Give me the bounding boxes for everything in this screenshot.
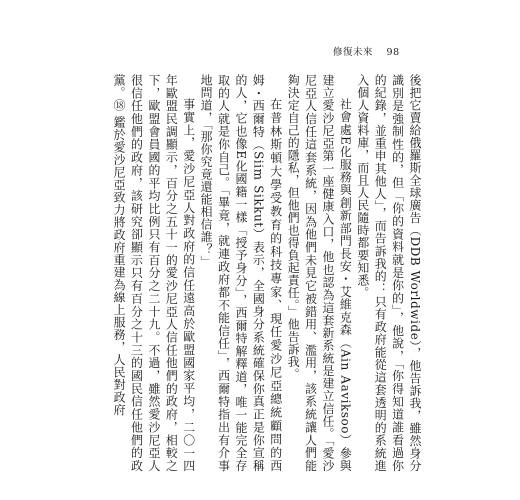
body-text bbox=[110, 74, 423, 472]
running-header bbox=[333, 44, 400, 58]
paragraph: 事實上，愛沙尼亞人對政府的信任遠高於歐盟國家平均，二〇一四年歐盟民調顯示，百分之五十一的愛沙尼亞人信任他們的政府，相較之下，歐盟會員國的平均比例只有百分之二十九。不過，雖然愛沙尼亞人很信任他們的政府，該研究卻顯示只有百分之十三的國民信任他們的政黨。⑱ 鑑於愛沙尼亞致力將政府重建為線上服務，人民對政府 bbox=[112, 74, 196, 472]
paragraph: 後把它賣給俄羅斯全球廣告（DDB Worldwide），他告訴我，雖然身分識別是強制性的，但「你的資料就是你的」，他說，「你得知道誰看過你的紀錄，並重申其他人」，而告訴我的：只有政府能從這套透明的系統進入個人資料庫，而且人民隨時都要知悉。 bbox=[355, 74, 422, 472]
paragraph: 在普林斯頓大學受教育的科技專家、現任愛沙尼亞總統顧問的西姆・西爾特（Siim Sikkut）表示，全國身分系統確保你真正是你宣稱的人，它也像E化國籍一樣「授予身分」，西爾特解釋道，唯一能完全存取的人就是你自己。「畢竟，就連政府都不能信任」，西爾特指出有介事地問道，「那你究竟還能相信誰？」 bbox=[199, 74, 283, 472]
book-title: 修復未來 bbox=[333, 47, 374, 58]
page-number: 98 bbox=[386, 47, 400, 58]
paragraph: 社會處E化服務與創新部門長安・艾維克森（Ain Aaviksoo）參與建立愛沙尼亞第一座健康入口，他也認為這套新系統是建立信任。「愛沙尼亞人信任這套系統，因為他們未見它被錯用、濫用，該系統讓人們能夠決定自己的隱私，但他們也得負起責任。」他告訴我。 bbox=[286, 74, 353, 472]
